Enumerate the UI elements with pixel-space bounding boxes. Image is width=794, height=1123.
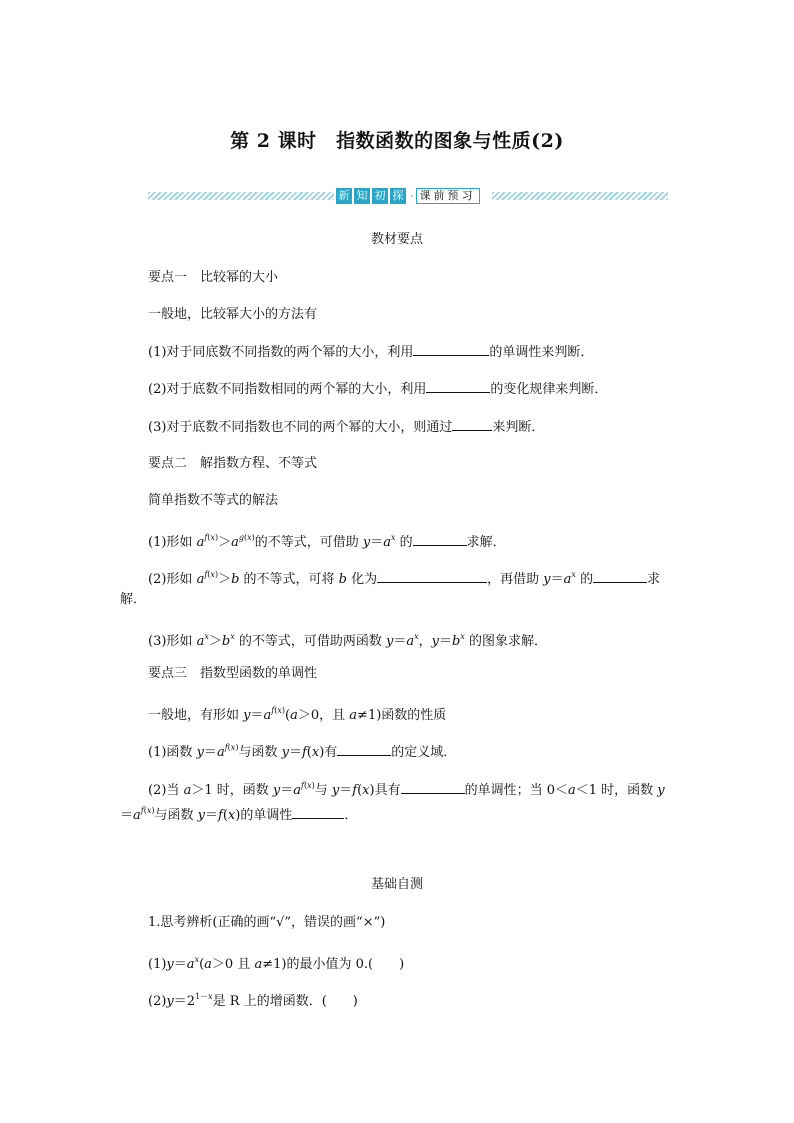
section-banner	[148, 186, 668, 206]
point2-intro: 简单指数不等式的解法	[148, 493, 279, 508]
point3-intro: 一般地，有形如 $y=a^{f(x)}(a>0$，且 a≠1)函数的性质	[148, 706, 447, 723]
text: 是 R 上的增函数．( )	[212, 994, 358, 1009]
section-heading: 教材要点	[370, 232, 423, 247]
answer-blank[interactable]	[377, 570, 487, 583]
point2-item2-cont: 解．	[120, 592, 147, 607]
answer-blank[interactable]	[337, 743, 391, 756]
point1-item2	[148, 380, 607, 399]
text: 一般地，有形如	[148, 708, 240, 723]
text: (2)对于底数不同指数相同的两个幂的大小，利用	[148, 382, 427, 397]
answer-blank[interactable]	[593, 570, 647, 583]
point3-title: 要点三 指数型函数的单调性	[148, 666, 318, 681]
text: 函数的性质	[381, 708, 447, 723]
answer-blank[interactable]	[452, 418, 492, 431]
text: 的单调性来判断．	[489, 345, 594, 360]
banner-subtitle: 课前预习	[416, 188, 480, 204]
point1-intro: 一般地，比较幂大小的方法有	[148, 307, 318, 322]
point2-item3: (3)形如 $a^x>b^x$ 的不等式，可借助两函数 $y=a^x$，$y=b^x$ 的图象求解．	[148, 632, 547, 649]
answer-blank[interactable]	[426, 380, 490, 393]
point3-item2: (2)当 a＞1 时，函数 $y=a^{f(x)}$与 y＝f(x)具有 的单调性；当 0＜a＜1 时，函数 y	[148, 781, 665, 798]
text: 来判断．	[492, 420, 545, 435]
point1-item3	[148, 418, 544, 437]
text: (1)对于同底数不同指数的两个幂的大小，利用	[148, 345, 414, 360]
question-1a: $(1)y=a^x(a>0$ 且 a≠1)的最小值为 0.( )	[148, 955, 405, 972]
section-heading: 基础自测	[370, 877, 423, 892]
banner-box: 新	[336, 188, 352, 204]
point1-title: 要点一 比较幂的大小	[148, 270, 279, 285]
point3-item2-cont: $=a^{f(x)}$与函数 y＝f(x)的单调性 ．	[120, 806, 358, 823]
text: 的变化规律来判断．	[490, 382, 608, 397]
point1-item1	[148, 343, 593, 362]
point2-title: 要点二 解指数方程、不等式	[148, 456, 318, 471]
text: 的最小值为 0.( )	[286, 957, 405, 972]
banner-box: 知	[354, 188, 370, 204]
banner-stripe-left	[148, 192, 334, 200]
point2-item2: (2)形如 $a^{f(x)}>b$ 的不等式，可将 b 化为 ，再借助 $y=a^x$ 的 求	[148, 570, 661, 587]
text: (3)对于底数不同指数也不同的两个幂的大小，则通过	[148, 420, 453, 435]
banner-tag	[336, 186, 480, 206]
answer-blank[interactable]	[413, 533, 467, 546]
point3-item1: (1)函数 $y=a^{f(x)}$与函数 y＝f(x)有 的定义域．	[148, 743, 457, 760]
banner-box: 初	[372, 188, 388, 204]
answer-blank[interactable]	[413, 343, 489, 356]
banner-dot: ·	[410, 189, 414, 203]
point2-item1: (1)形如 $a^{f(x)}>a^{g(x)}$的不等式，可借助 $y=a^x$ 的 求解．	[148, 533, 506, 550]
answer-blank[interactable]	[292, 806, 344, 819]
answer-blank[interactable]	[401, 781, 465, 794]
question-1: 1.思考辨析(正确的画“√”，错误的画“×”)	[148, 915, 386, 930]
page-title: 第 2 课时 指数函数的图象与性质(2)	[230, 130, 564, 152]
banner-stripe-right	[492, 192, 668, 200]
banner-box: 探	[390, 188, 406, 204]
question-1b: $(2)y=2^{1-x}$是 R 上的增函数．( )	[148, 992, 358, 1009]
